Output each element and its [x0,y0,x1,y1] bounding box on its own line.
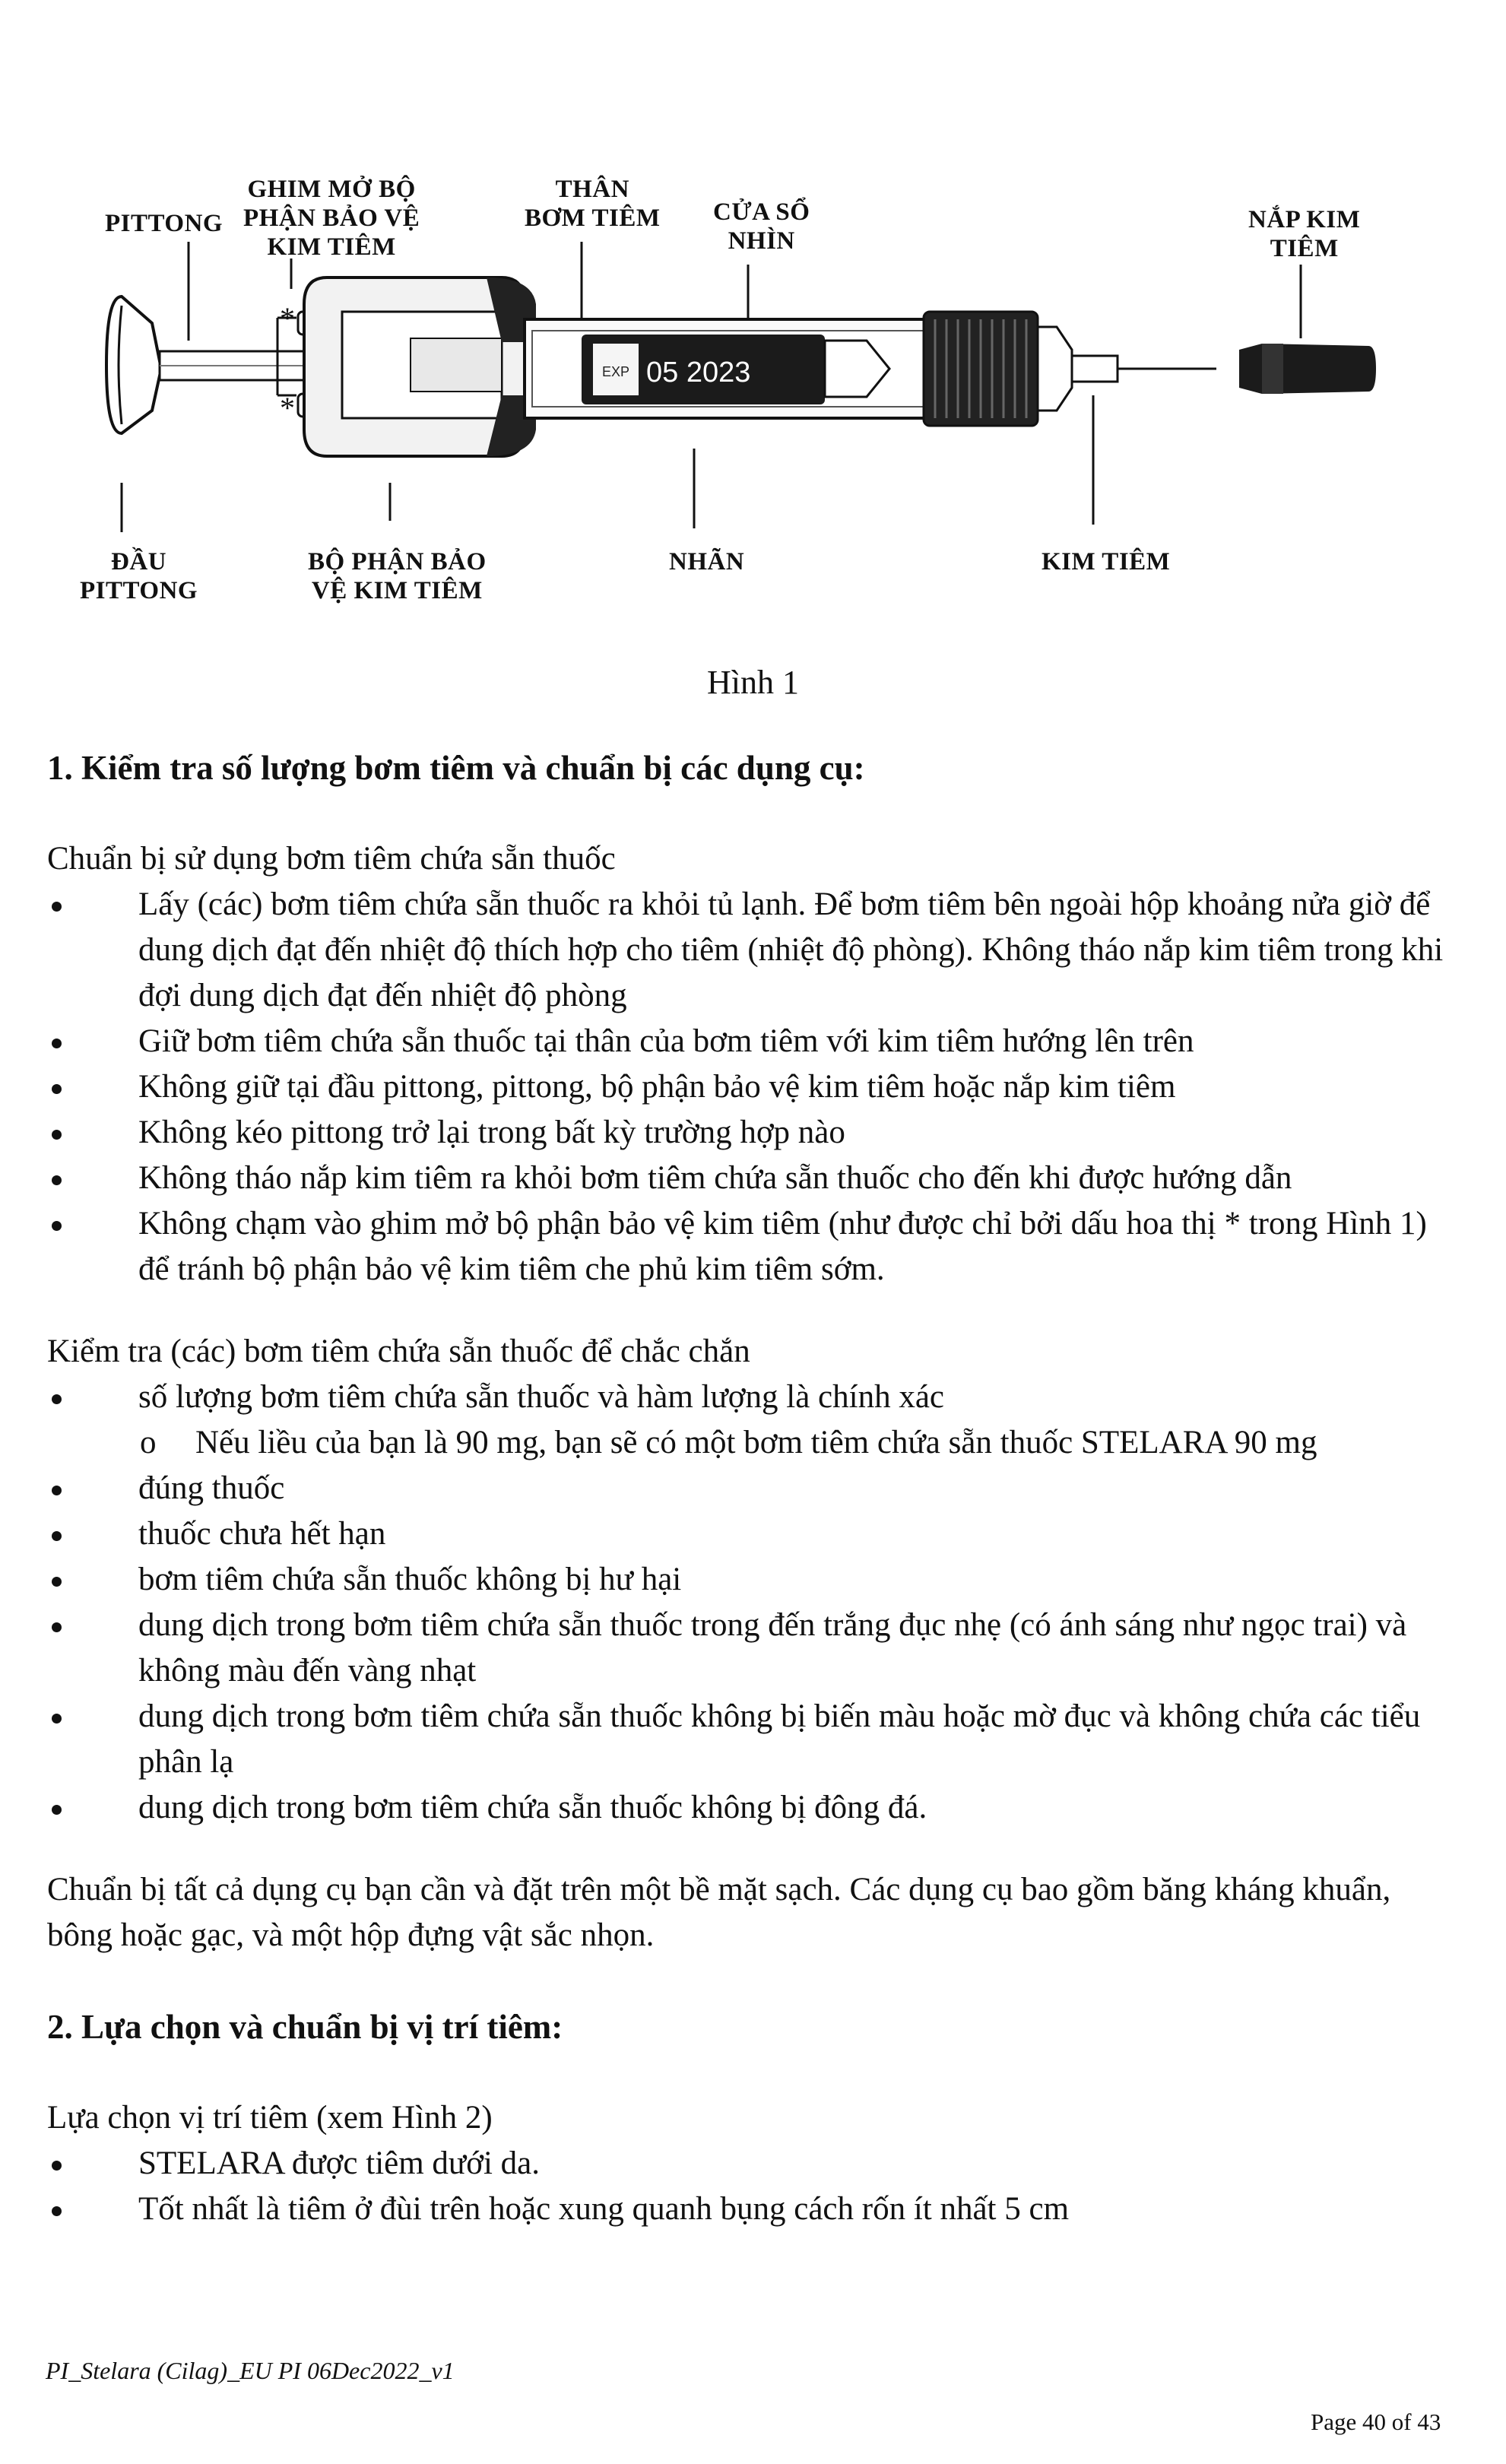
list-item: bơm tiêm chứa sẵn thuốc không bị hư hại [47,1557,1461,1603]
check-sublist [47,1420,1461,1466]
asterisk-lower: * [280,391,296,425]
list-item [47,1375,1461,1420]
label-barrel: THÂN BƠM TIÊM [525,176,661,232]
label-needle-guard: BỘ PHẬN BẢO VỆ KIM TIÊM [308,548,487,604]
prep-intro: Chuẩn bị sử dụng bơm tiêm chứa sẵn thuốc [47,841,616,877]
list-item: thuốc chưa hết hạn [47,1511,1461,1557]
list-item: Không tháo nắp kim tiêm ra khỏi bơm tiêm chứa sẵn thuốc cho đến khi được hướng dẫn [47,1156,1461,1201]
site-list [47,2141,1461,2232]
list-item-text: số lượng bơm tiêm chứa sẵn thuốc và hàm lượng là chính xác [138,1379,945,1415]
list-item: Tốt nhất là tiêm ở đùi trên hoặc xung quanh bụng cách rốn ít nhất 5 cm [47,2187,1461,2232]
label-needle-cap: NẮP KIM TIÊM [1248,206,1361,262]
syringe-diagram [76,175,1444,631]
list-item: Không chạm vào ghim mở bộ phận bảo vệ kim tiêm (như được chỉ bởi dấu hoa thị * trong Hình 1) để tránh bộ phận bảo vệ kim tiêm che phủ kim tiêm sớm. [47,1201,1461,1292]
list-item: Giữ bơm tiêm chứa sẵn thuốc tại thân của bơm tiêm với kim tiêm hướng lên trên [47,1019,1461,1064]
label-label: NHÃN [669,548,745,576]
label-plunger-head: ĐẦU PITTONG [80,548,198,604]
label-plunger: PITTONG [105,210,224,237]
check-list [47,1375,1461,1420]
label-viewing-window: CỬA SỔ NHÌN [713,198,810,255]
list-item: Lấy (các) bơm tiêm chứa sẵn thuốc ra khỏi tủ lạnh. Để bơm tiêm bên ngoài hộp khoảng nửa giờ để dung dịch đạt đến nhiệt độ thích hợp cho tiêm (nhiệt độ phòng). Không tháo nắp kim tiêm trong khi đợi dung dịch đạt đến nhiệt độ phòng [47,882,1461,1019]
footer-doc-id: PI_Stelara (Cilag)_EU PI 06Dec2022_v1 [46,2357,455,2384]
list-item: dung dịch trong bơm tiêm chứa sẵn thuốc không bị biến màu hoặc mờ đục và không chứa các tiểu phân lạ [47,1694,1461,1785]
site-intro: Lựa chọn vị trí tiêm (xem Hình 2) [47,2100,493,2136]
list-item: dung dịch trong bơm tiêm chứa sẵn thuốc không bị đông đá. [47,1785,1461,1831]
check-intro: Kiểm tra (các) bơm tiêm chứa sẵn thuốc để chắc chắn [47,1333,750,1369]
list-item: Không kéo pittong trở lại trong bất kỳ trường hợp nào [47,1110,1461,1156]
prep-list [47,882,1461,1292]
list-item: đúng thuốc [47,1466,1461,1511]
list-item: STELARA được tiêm dưới da. [47,2141,1461,2187]
list-item: Không giữ tại đầu pittong, pittong, bộ phận bảo vệ kim tiêm hoặc nắp kim tiêm [47,1064,1461,1110]
exp-date: 05 2023 [646,357,751,388]
section-2-heading: 2. Lựa chọn và chuẩn bị vị trí tiêm: [47,2008,563,2046]
sub-list-item-text: Nếu liều của bạn là 90 mg, bạn sẽ có một bơm tiêm chứa sẵn thuốc STELARA 90 mg [195,1425,1317,1460]
asterisk-upper: * [280,301,296,335]
exp-label: EXP [602,364,630,379]
label-guard-clip: GHIM MỞ BỘ PHẬN BẢO VỆ KIM TIÊM [243,176,420,261]
footer-page-number: Page 40 of 43 [1311,2409,1441,2435]
list-item: dung dịch trong bơm tiêm chứa sẵn thuốc trong đến trắng đục nhẹ (có ánh sáng như ngọc trai) và không màu đến vàng nhạt [47,1603,1461,1694]
sub-bullet-marker: o [140,1425,157,1460]
section-1-heading: 1. Kiểm tra số lượng bơm tiêm và chuẩn bị các dụng cụ: [47,749,865,787]
figure-caption: Hình 1 [707,664,799,701]
label-needle: KIM TIÊM [1042,548,1171,576]
sub-list-item [47,1420,1461,1466]
check-list-continued [47,1466,1461,1831]
supplies-paragraph: Chuẩn bị tất cả dụng cụ bạn cần và đặt trên một bề mặt sạch. Các dụng cụ bao gồm băng kháng khuẩn, bông hoặc gạc, và một hộp đựng vật sắc nhọn. [47,1872,1391,1953]
document-body [47,745,1461,2232]
